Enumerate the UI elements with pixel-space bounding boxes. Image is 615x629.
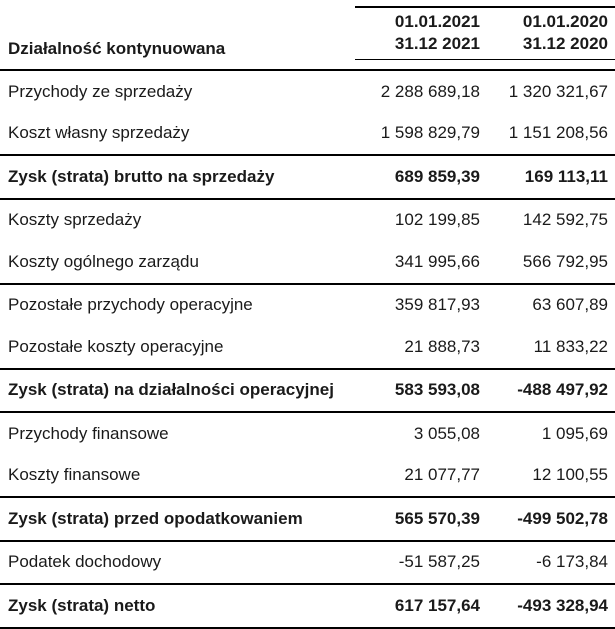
- period-start-2020: 01.01.2020: [522, 12, 608, 31]
- table-row: [0, 71, 615, 113]
- period-end-2021: 31.12 2021: [394, 34, 480, 53]
- period-start-2021: 01.01.2021: [394, 12, 480, 31]
- value-2021: 21 888,73: [404, 336, 480, 356]
- row-label: Zysk (strata) na działalności operacyjnej: [8, 380, 334, 400]
- value-2020: 566 792,95: [522, 251, 608, 271]
- value-2021: 689 859,39: [394, 166, 480, 186]
- value-2020: -493 328,94: [517, 595, 608, 615]
- row-label: Przychody ze sprzedaży: [8, 81, 193, 101]
- value-2021: 341 995,66: [394, 251, 480, 271]
- value-2020: -6 173,84: [536, 552, 608, 572]
- value-2021: -51 587,25: [398, 552, 480, 572]
- value-2020: 1 095,69: [541, 423, 608, 443]
- table-row: [0, 285, 615, 327]
- row-label: Przychody finansowe: [8, 423, 169, 443]
- table-row: [0, 585, 615, 629]
- value-2021: 2 288 689,18: [380, 81, 480, 101]
- value-2020: 63 607,89: [532, 295, 608, 315]
- table-row: [0, 542, 615, 586]
- value-2021: 1 598 829,79: [380, 123, 480, 143]
- table-row: [0, 156, 615, 200]
- period-end-2020: 31.12 2020: [522, 34, 608, 53]
- value-2020: 12 100,55: [532, 465, 608, 485]
- section-label: Działalność kontynuowana: [8, 39, 226, 58]
- value-2021: 565 570,39: [394, 508, 480, 528]
- table-body: [0, 71, 615, 629]
- row-label: Podatek dochodowy: [8, 552, 162, 572]
- table-row: [0, 370, 615, 414]
- value-2021: 21 077,77: [404, 465, 480, 485]
- row-label: Zysk (strata) netto: [8, 595, 156, 615]
- table-header: [0, 0, 615, 71]
- row-label: Pozostałe przychody operacyjne: [8, 295, 253, 315]
- table-row: [0, 413, 615, 455]
- value-2021: 3 055,08: [413, 423, 480, 443]
- value-2020: 1 320 321,67: [508, 81, 608, 101]
- table-row: [0, 241, 615, 285]
- value-2020: -499 502,78: [517, 508, 608, 528]
- value-2021: 102 199,85: [394, 210, 480, 230]
- row-label: Koszty finansowe: [8, 465, 141, 485]
- value-2020: 1 151 208,56: [508, 123, 608, 143]
- value-2021: 617 157,64: [394, 595, 480, 615]
- row-label: Zysk (strata) przed opodatkowaniem: [8, 508, 303, 528]
- row-label: Koszty sprzedaży: [8, 210, 142, 230]
- row-label: Koszty ogólnego zarządu: [8, 251, 199, 271]
- value-2020: 11 833,22: [533, 336, 608, 356]
- column-header-2020: [480, 11, 608, 55]
- value-2021: 583 593,08: [394, 380, 480, 400]
- value-2020: -488 497,92: [517, 380, 608, 400]
- column-header-2021: [355, 11, 480, 55]
- row-label: Zysk (strata) brutto na sprzedaży: [8, 166, 275, 186]
- period-columns-header: [355, 6, 615, 60]
- row-label: Pozostałe koszty operacyjne: [8, 336, 224, 356]
- table-row: [0, 498, 615, 542]
- table-row: [0, 455, 615, 499]
- table-row: [0, 200, 615, 242]
- value-2020: 142 592,75: [522, 210, 608, 230]
- value-2021: 359 817,93: [394, 295, 480, 315]
- table-row: [0, 326, 615, 370]
- row-label: Koszt własny sprzedaży: [8, 123, 190, 143]
- value-2020: 169 113,11: [524, 166, 608, 186]
- table-row: [0, 113, 615, 157]
